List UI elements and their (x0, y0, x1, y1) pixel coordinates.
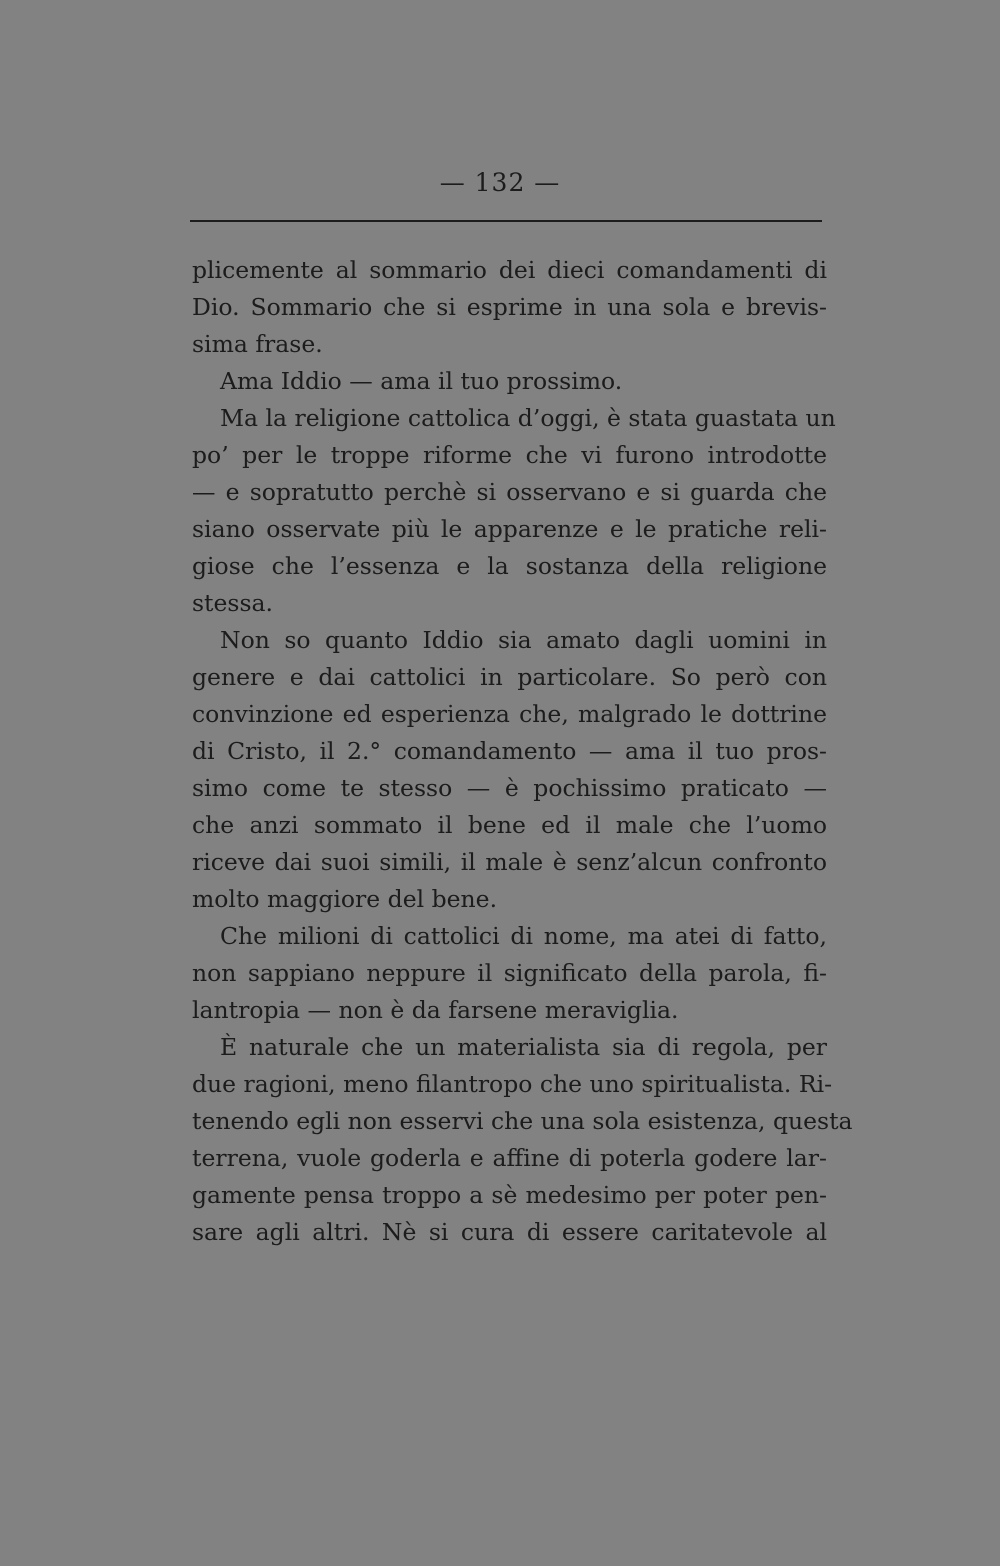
text-line: tenendo egli non esservi che una sola esistenza, questa (192, 1107, 853, 1135)
text-line: molto maggiore del bene. (192, 885, 498, 913)
text-line: stessa. (192, 589, 274, 617)
text-line: gamente pensa troppo a sè medesimo per poter pen- (192, 1181, 827, 1209)
text-line: giose che l’essenza e la sostanza della religione (192, 552, 827, 580)
text-line: terrena, vuole goderla e affine di poterla godere lar- (192, 1144, 827, 1172)
text-line: che anzi sommato il bene ed il male che l’uomo (192, 811, 827, 839)
text-line: sare agli altri. Nè si cura di essere caritatevole al (192, 1218, 827, 1246)
text-line: sima frase. (192, 330, 323, 358)
text-line: Non so quanto Iddio sia amato dagli uomini in (220, 626, 827, 654)
text-line: genere e dai cattolici in particolare. So però con (192, 663, 827, 691)
text-line: simo come te stesso — è pochissimo praticato — (192, 774, 827, 802)
text-line: È naturale che un materialista sia di regola, per (220, 1033, 827, 1061)
text-line: Dio. Sommario che si esprime in una sola e brevis- (192, 293, 827, 321)
text-line: non sappiano neppure il significato della parola, fi- (192, 959, 827, 987)
text-line: lantropia — non è da farsene meraviglia. (192, 996, 679, 1024)
text-line: — e sopratutto perchè si osservano e si guarda che (192, 478, 827, 506)
text-line: Ma la religione cattolica d’oggi, è stata guastata un (220, 404, 836, 432)
text-line: po’ per le troppe riforme che vi furono introdotte (192, 441, 827, 469)
text-line: riceve dai suoi simili, il male è senz’alcun confronto (192, 848, 827, 876)
page-number: — 132 — (439, 168, 561, 197)
text-line: convinzione ed esperienza che, malgrado le dottrine (192, 700, 827, 728)
text-line: siano osservate più le apparenze e le pratiche reli- (192, 515, 827, 543)
body-text (192, 252, 853, 1251)
text-line: Ama Iddio — ama il tuo prossimo. (220, 367, 623, 395)
text-line: Che milioni di cattolici di nome, ma atei di fatto, (220, 922, 827, 950)
text-line: plicemente al sommario dei dieci comandamenti di (192, 256, 827, 284)
text-line: di Cristo, il 2.° comandamento — ama il tuo pros- (192, 737, 827, 765)
text-line: due ragioni, meno filantropo che uno spiritualista. Ri- (192, 1070, 833, 1098)
header-rule (190, 220, 822, 222)
